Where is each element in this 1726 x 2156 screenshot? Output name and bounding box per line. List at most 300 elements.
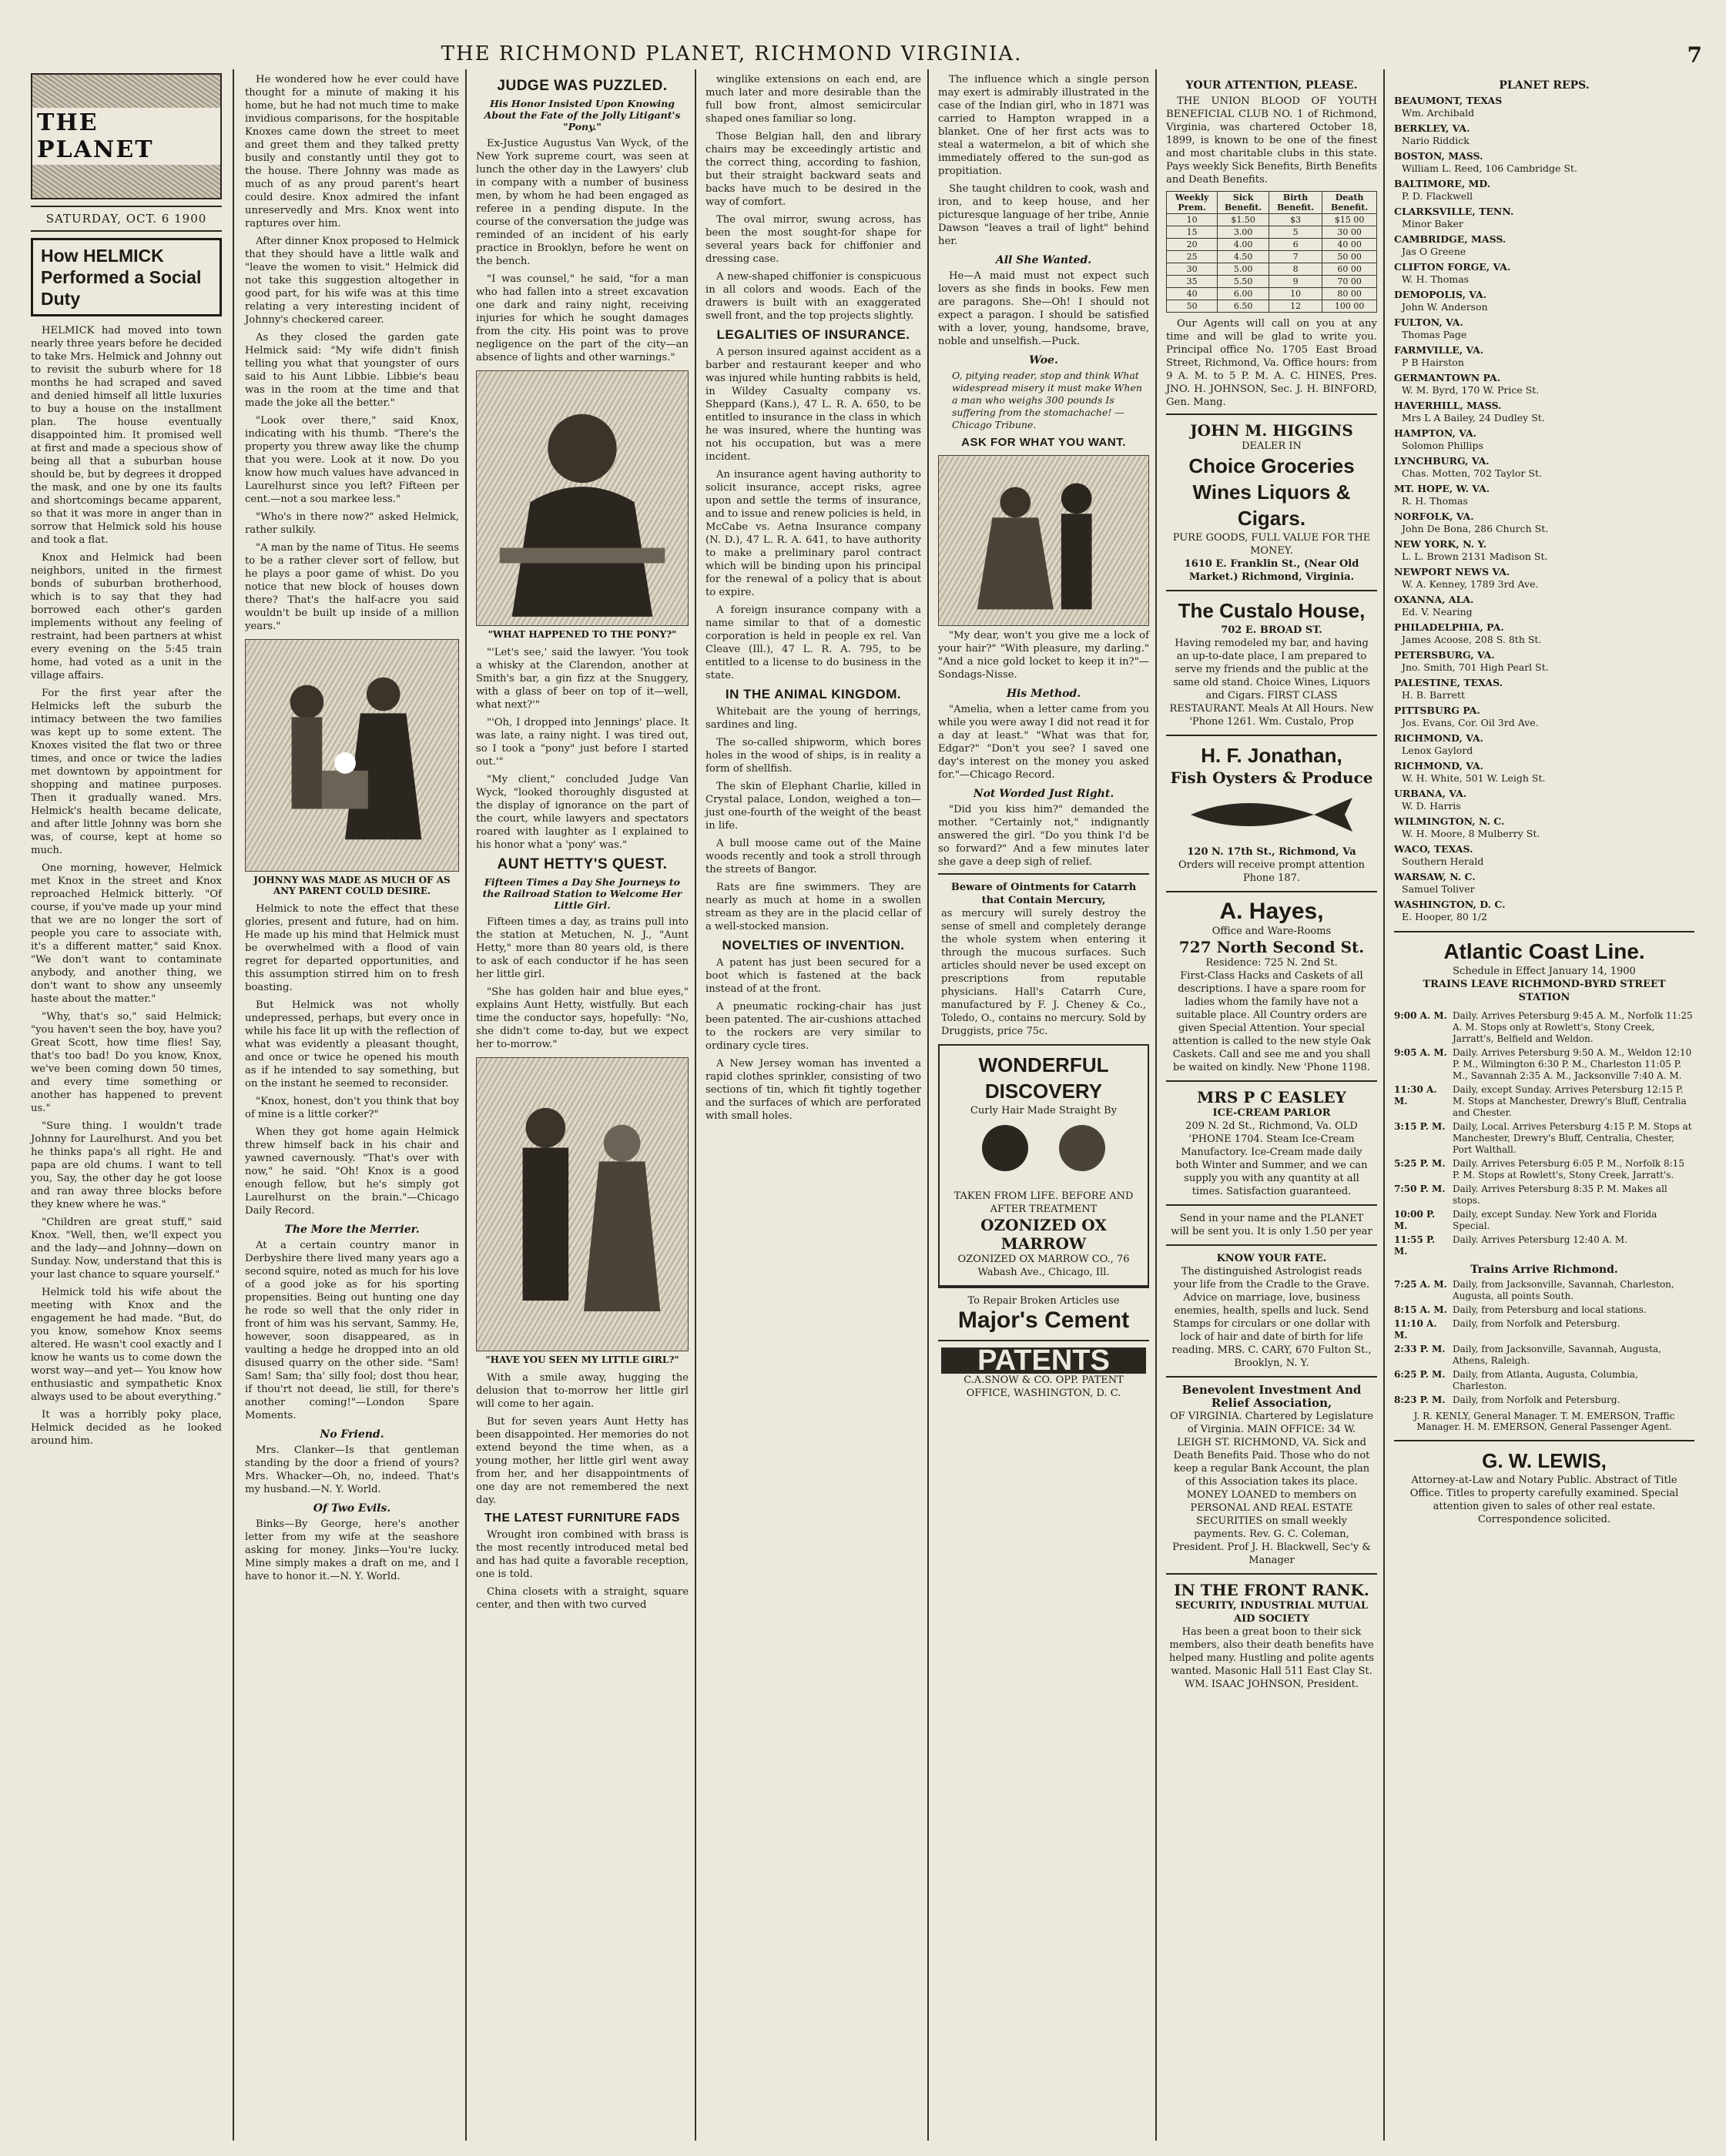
schedule-description: Daily, from Norfolk and Petersburg. [1453, 1318, 1620, 1329]
story-paragraph: "Did you kiss him?" demanded the mother. "Certainly not," indignantly answered the girl. "Do you think I'd be so forward?" And a few minutes later she gave a deep sigh of relief. [938, 804, 1149, 868]
schedule-row [1394, 1084, 1694, 1119]
ad-heading: Beware of Ointments for Catarrh that Contain Mercury, [950, 882, 1137, 906]
ad-footer: C.A.SNOW & CO. OPP. PATENT OFFICE, WASHINGTON, D. C. [964, 1374, 1124, 1399]
agent-name: Mrs L A Bailey, 24 Dudley St. [1402, 412, 1545, 424]
ad-address: 727 North Second St. [1178, 938, 1365, 956]
schedule-row [1394, 1234, 1694, 1257]
schedule-description: Daily, from Jacksonville, Savannah, Charleston, Augusta, all points South. [1453, 1279, 1674, 1301]
table-cell: 5.50 [1218, 276, 1269, 288]
table-cell: 35 [1167, 276, 1218, 288]
schedule-row [1394, 1047, 1694, 1082]
ad-title: WONDERFUL DISCOVERY [978, 1053, 1109, 1103]
schedule-heading: TRAINS LEAVE RICHMOND-BYRD STREET STATION [1423, 979, 1666, 1003]
agent-name: W. D. Harris [1402, 800, 1461, 812]
fish-icon [1175, 792, 1368, 838]
table-cell: 6.00 [1218, 288, 1269, 300]
table-cell: 60 00 [1322, 263, 1377, 276]
judge-portrait-image [477, 371, 688, 625]
agent-name: William L. Reed, 106 Cambridge St. [1402, 162, 1577, 174]
ad-address: 702 E. BROAD ST. [1221, 624, 1322, 636]
schedule-row [1394, 1394, 1694, 1406]
table-cell: 70 00 [1322, 276, 1377, 288]
schedule-time: 5:25 P. M. [1394, 1158, 1446, 1169]
majors-cement-ad [938, 1287, 1149, 1340]
story-paragraph: But Helmick was not wholly undepressed, perhaps, but every once in while his face lit up with the reflection of what was evidently a pleasant thought, and once or twice he opened his mouth as if he intended to say something, but on the instant he seemed to reconsider. [245, 999, 459, 1090]
planet-logo [31, 73, 222, 199]
story-paragraph: "Knox, honest, don't you think that boy of mine is a little corker?" [245, 1096, 459, 1120]
agent-city: PALESTINE, TEXAS. [1394, 677, 1503, 688]
ad-title: G. W. LEWIS, [1482, 1449, 1607, 1472]
ad-subtitle: SECURITY, INDUSTRIAL MUTUAL AID SOCIETY [1175, 1600, 1369, 1625]
agent-name: L. L. Brown 2131 Madison St. [1402, 551, 1548, 562]
schedule-time: 11:10 A. M. [1394, 1318, 1437, 1341]
agents-list [1394, 95, 1694, 923]
schedule-row [1394, 1369, 1694, 1392]
masthead [23, 42, 1702, 73]
ad-body: 209 N. 2d St., Richmond, Va. OLD 'PHONE 1704. Steam Ice-Cream Manufactory. Ice-Cream made daily both Winter and Summer, and we can supply you with any quantity at all times. Satisfaction guaranteed. [1175, 1120, 1368, 1197]
front-rank-ad [1166, 1573, 1377, 1697]
schedule-time: 6:25 P. M. [1394, 1369, 1446, 1380]
schedule-row [1394, 1279, 1694, 1302]
table-header: Birth Benefit. [1269, 192, 1322, 214]
table-row [1167, 288, 1377, 300]
story-paragraph: Wrought iron combined with brass is the most recently introduced metal bed and has had quite a favorable reception, one is told. [476, 1529, 689, 1580]
schedule-row [1394, 1304, 1694, 1316]
ad-title: IN THE FRONT RANK. [1174, 1581, 1369, 1599]
schedule-time: 7:25 A. M. [1394, 1279, 1447, 1290]
article-title: All She Wanted. [995, 254, 1092, 266]
atlantic-coast-line-schedule [1394, 931, 1694, 1010]
table-cell: $1.50 [1218, 214, 1269, 226]
ox-marrow-ad [938, 1044, 1149, 1287]
table-cell: 30 [1167, 263, 1218, 276]
illustration-caption: JOHNNY WAS MADE AS MUCH OF AS ANY PARENT COULD DESIRE. [253, 875, 451, 896]
page-number: 7 [1687, 42, 1702, 68]
schedule-row [1394, 1209, 1694, 1232]
ad-footer: OZONIZED OX MARROW CO., 76 Wabash Ave., Chicago, Ill. [957, 1254, 1130, 1278]
train-station-image [477, 1058, 688, 1351]
table-row [1167, 239, 1377, 251]
story-paragraph: "My client," concluded Judge Van Wyck, "looked thoroughly disgusted at the display of ignorance on the part of the court, while lawyers and spectators roared with laughter as I explained to his honor what a 'pony' was." [476, 774, 689, 851]
schedule-description: Daily, from Petersburg and local stations. [1453, 1304, 1647, 1315]
agent-name: John De Bona, 286 Church St. [1402, 523, 1549, 534]
agent-city: URBANA, VA. [1394, 788, 1467, 799]
ad-body: The distinguished Astrologist reads your life from the Cradle to the Grave. Advice on marriage, love, business enemies, health, spells and luck. Send Stamps for circulars or one dollar with lock of hair and date of birth for life reading. MRS. C. CARY, 670 Fulton St., Brooklyn, N. Y. [1171, 1266, 1372, 1369]
notice-title: YOUR ATTENTION, PLEASE. [1185, 79, 1358, 92]
dateline: SATURDAY, OCT. 6 1900 [31, 206, 222, 232]
table-cell: 40 [1167, 288, 1218, 300]
agent-city: CLARKSVILLE, TENN. [1394, 206, 1514, 217]
story-paragraph: Knox and Helmick had been neighbors, united in the firmest bonds of suburban brotherhood, which is to say that they had borrowed each other's garden implements without any feeling of restraint, had been partners at whist every evening on the 5:45 train home, had voted as a unit in the village affairs. [31, 552, 222, 681]
table-cell: 30 00 [1322, 226, 1377, 239]
article-title: Of Two Evils. [313, 1502, 391, 1515]
story-paragraph: Mrs. Clanker—Is that gentleman standing by the door a friend of yours? Mrs. Whacker—Oh, no, indeed. That's my husband.—N. Y. World. [245, 1445, 459, 1495]
table-header: Death Benefit. [1322, 192, 1377, 214]
agent-name: Lenox Gaylord [1402, 745, 1473, 756]
agent-city: BEAUMONT, TEXAS [1394, 95, 1503, 106]
schedule-time: 11:30 A. M. [1394, 1084, 1437, 1106]
ad-title: JOHN M. HIGGINS [1190, 421, 1353, 440]
table-cell: 6 [1269, 239, 1322, 251]
schedule-description: Daily, from Jacksonville, Savannah, Augusta, Athens, Raleigh. [1453, 1344, 1661, 1366]
agent-name: W. A. Kenney, 1789 3rd Ave. [1402, 578, 1539, 590]
agent-name: H. B. Barrett [1402, 689, 1466, 701]
patents-ad [938, 1340, 1149, 1406]
story-paragraph: "A man by the name of Titus. He seems to be a rather clever sort of fellow, but he plays a poor game of whist. Do you notice that new block of houses down there? That's the half-acre you said wouldn't be built up inside of a million years." [245, 542, 459, 632]
agent-name: W. H. Moore, 8 Mulberry St. [1402, 828, 1540, 839]
story-paragraph: A person insured against accident as a barber and restaurant keeper and who was injured while hunting rabbits is held, in Wildey Casualty company vs. Sheppard (Kans.), 47 L. R. A. 650, to be entitled to insurance in the class in which he was insured, where the hunting was not his occupation, but was a mere incident. [705, 346, 921, 463]
table-cell: 80 00 [1322, 288, 1377, 300]
story-paragraph: China closets with a straight, square center, and then with two curved [476, 1586, 689, 1611]
agent-name: Ed. V. Nearing [1402, 606, 1473, 618]
schedule-time: 9:05 A. M. [1394, 1047, 1447, 1058]
schedule-row [1394, 1183, 1694, 1207]
schedule-row [1394, 1121, 1694, 1156]
table-cell: 40 00 [1322, 239, 1377, 251]
hayes-ad [1166, 891, 1377, 1080]
aunt-hetty-illustration [476, 1057, 689, 1351]
story-paragraph: Those Belgian hall, den and library chairs may be exceedingly artistic and the correct thing, according to fashion, but their straight backward seats and backs have much to be desired in the way of comfort. [705, 131, 921, 208]
story-paragraph: Helmick to note the effect that these glories, present and future, had on him. He made up his mind that Helmick must be overwhelmed with a flood of vain regret for departed opportunities, and this assumption stirred him on to fresh boasting. [245, 903, 459, 993]
higgins-ad [1166, 413, 1377, 590]
agent-city: WASHINGTON, D. C. [1394, 899, 1506, 910]
agent-city: FARMVILLE, VA. [1394, 344, 1484, 356]
agent-city: CAMBRIDGE, MASS. [1394, 233, 1506, 245]
schedule-description: Daily, except Sunday. New York and Florida Special. [1453, 1209, 1657, 1231]
schedule-description: Daily, Local. Arrives Petersburg 4:15 P. M. Stops at Manchester, Drewry's Bluff, Centralia, Chester, Port Walthall. [1453, 1121, 1692, 1155]
schedule-time: 8:15 A. M. [1394, 1304, 1447, 1315]
table-row [1167, 276, 1377, 288]
ad-footer: Orders will receive prompt attention Phone 187. [1178, 859, 1366, 884]
ad-title: Benevolent Investment And Relief Association, [1181, 1383, 1362, 1410]
story-paragraph: "My dear, won't you give me a lock of your hair?" "With pleasure, my darling." "And a nice gold locket to keep it in?"—Sondags-Nisse. [938, 630, 1149, 681]
schedule-row [1394, 1158, 1694, 1181]
table-cell: 3.00 [1218, 226, 1269, 239]
article-title: AUNT HETTY'S QUEST. [497, 856, 668, 872]
illustration-caption: "HAVE YOU SEEN MY LITTLE GIRL?" [485, 1354, 679, 1365]
table-row [1167, 214, 1377, 226]
illustration-caption: "WHAT HAPPENED TO THE PONY?" [488, 629, 677, 640]
agent-city: CLIFTON FORGE, VA. [1394, 261, 1511, 273]
couple-illustration [938, 455, 1149, 626]
table-row [1167, 263, 1377, 276]
ad-goods: Fish Oysters & Produce [1170, 768, 1373, 787]
story-paragraph: HELMICK had moved into town nearly three years before he decided to take Mrs. Helmick and Johnny out to revisit the suburb where for 18 months he had scraped and saved and denied himself all little luxuries to buy a house on the installment plan. The house eventually disappointed him. It promised well at first and made a specious show of being all that a suburban house should be, but by degrees it dropped the mask, and one by one its faults and shortcomings became apparent, so that it was more in anger than in sorrow that Helmick sold his house and took a flat. [31, 325, 222, 546]
agent-name: P. D. Flackwell [1402, 190, 1473, 202]
story-paragraph: With a smile away, hugging the delusion that to-morrow her little girl will come to her again. [476, 1372, 689, 1410]
table-cell: 12 [1269, 300, 1322, 313]
ad-title: A. Hayes, [1219, 899, 1324, 924]
masthead-title: THE RICHMOND PLANET, RICHMOND VIRGINIA. [441, 42, 1023, 65]
column-3 [468, 73, 696, 2137]
article-title: IN THE ANIMAL KINGDOM. [725, 687, 902, 701]
table-cell: 4.50 [1218, 251, 1269, 263]
table-cell: $15 00 [1322, 214, 1377, 226]
ad-body: as mercury will surely destroy the sense of smell and completely derange the whole system when entering it through the mucous surfaces. Such articles should never be used except on prescriptions from reputable physicians. Hall's Catarrh Cure, manufactured by F. J. Cheney & Co., Toledo, O., contains no mercury. Sold by Druggists, price 75c. [941, 908, 1146, 1037]
benevolent-ad [1166, 1376, 1377, 1573]
story-paragraph: "Sure thing. I wouldn't trade Johnny for Laurelhurst. And you bet he thinks papa's all right. He and papa are old chums. I want to tell you, Say, the other day he got loose and ran away three blocks before they knew where he was." [31, 1120, 222, 1210]
poem: O, pitying reader, stop and think What widespread misery it must make When a man who weighs 300 pounds Is suffering from the stomachache! —Chicago Tribune. [952, 370, 1142, 430]
schedule-description: Daily. Arrives Petersburg 12:40 A. M. [1453, 1234, 1627, 1245]
ad-body: Having remodeled my bar, and having an up-to-date place, I am prepared to serve my friends and the public at the same old stand. Choice Wines, Liquors and Cigars. FIRST CLASS RESTAURANT. Meals At All Hours. New 'Phone 1261. Wm. Custalo, Prop [1169, 638, 1374, 728]
agent-city: WACO, TEXAS. [1394, 843, 1473, 855]
table-row [1167, 300, 1377, 313]
schedule-time: 3:15 P. M. [1394, 1121, 1446, 1132]
agent-city: NEW YORK, N. Y. [1394, 538, 1487, 550]
agent-city: RICHMOND, VA. [1394, 732, 1484, 744]
agent-city: BALTIMORE, MD. [1394, 178, 1491, 189]
schedule-time: 10:00 P. M. [1394, 1209, 1436, 1231]
agent-city: MT. HOPE, W. VA. [1394, 483, 1490, 494]
article-title: THE LATEST FURNITURE FADS [484, 1512, 680, 1525]
ad-body: Attorney-at-Law and Notary Public. Abstract of Title Office. Titles to property carefully examined. Special attention given to sales of other real estate. Correspondence solicited. [1409, 1475, 1679, 1525]
schedule-description: Daily. Arrives Petersburg 6:05 P. M., Norfolk 8:15 P. M. Stops at Rowlett's, Stony Creek, Jarratt's. [1453, 1158, 1684, 1180]
table-cell: 10 [1269, 288, 1322, 300]
judge-illustration [476, 370, 689, 626]
article-title: ASK FOR WHAT YOU WANT. [961, 436, 1126, 449]
agent-name: Jno. Smith, 701 High Pearl St. [1402, 661, 1549, 673]
agent-city: NORFOLK, VA. [1394, 511, 1474, 522]
astrologist-ad [1166, 1244, 1377, 1376]
column-1 [23, 73, 230, 2137]
table-row [1167, 226, 1377, 239]
agent-name: R. H. Thomas [1402, 495, 1468, 507]
ad-title: Atlantic Coast Line. [1443, 939, 1645, 963]
benefit-table [1166, 191, 1377, 313]
story-paragraph: "Children are great stuff," said Knox. "Well, then, we'll expect you and the lady—and Johnny—down on Sunday. Now, understand that this is your last chance to square yourself." [31, 1217, 222, 1281]
table-cell: 6.50 [1218, 300, 1269, 313]
ad-residence: Residence: 725 N. 2nd St. [1205, 957, 1338, 969]
johnny-illustration [245, 639, 459, 872]
story-paragraph: A new-shaped chiffonier is conspicuous in all colors and woods. Each of the drawers is built with an exaggerated swell front, and the top projects slightly. [705, 271, 921, 322]
article-title: JUDGE WAS PUZZLED. [497, 78, 668, 94]
article-title: Woe. [1029, 354, 1058, 367]
agent-name: W. M. Byrd, 170 W. Price St. [1402, 384, 1540, 396]
agent-city: NEWPORT NEWS VA. [1394, 566, 1510, 578]
story-paragraph: An insurance agent having authority to solicit insurance, accept risks, agree upon and settle the terms of insurance, and to issue and renew policies is held, in McCabe vs. Aetna Insurance company (N. D.), 47 L. R. A. 641, to have authority to make a preliminary parol contract which will be binding upon his principal for the renewal of a policy that is about to expire. [705, 469, 921, 598]
arrival-schedule [1394, 1279, 1694, 1406]
agent-city: PHILADELPHIA, PA. [1394, 621, 1504, 633]
story-paragraph: Whitebait are the young of herrings, sardines and ling. [705, 706, 921, 731]
column-7 [1386, 73, 1702, 2137]
story-paragraph: At a certain country manor in Derbyshire there lived many years ago a second squire, noted as much for his love of a good joke as for his sporting propensities. Being out hunting one day he rode so well that the only rider in front of him was his servant, Sammy. He, however, soon disappeared, as in vaulting a hedge he dropped into an old disused quarry on the other side. "Sam! Sam! Sam; tha' silly fool; dost thou hear, if thou'rt not deead, lie still, for there's another coming!"—London Spare Moments. [245, 1240, 459, 1421]
schedule-time: 7:50 P. M. [1394, 1183, 1446, 1194]
story-headline: How HELMICK Performed a Social Duty [31, 238, 222, 316]
agents-list-title: PLANET REPS. [1499, 79, 1590, 92]
agent-city: HAVERHILL, MASS. [1394, 400, 1502, 411]
story-paragraph: The skin of Elephant Charlie, killed in Crystal palace, London, weighed a ton—just one-fourth of the weight of the beast in life. [705, 781, 921, 832]
schedule-time: 9:00 A. M. [1394, 1010, 1447, 1021]
agent-name: W. H. Thomas [1402, 273, 1470, 285]
family-scene-image [246, 640, 458, 871]
schedule-row [1394, 1318, 1694, 1341]
agent-name: E. Hooper, 80 1/2 [1402, 911, 1487, 922]
agent-city: PETERSBURG, VA. [1394, 649, 1495, 661]
ad-address: 1610 E. Franklin St., (Near Old Market.) Richmond, Virginia. [1184, 558, 1359, 583]
ad-title: H. F. Jonathan, [1201, 744, 1342, 767]
agent-name: Jos. Evans, Cor. Oil 3rd Ave. [1402, 717, 1539, 728]
story-paragraph: Binks—By George, here's another letter from my wife at the seashore asking for money. Jinks—You're lucky. Mine simply makes a draft on me, and I have to honor it.—N. Y. World. [245, 1518, 459, 1582]
article-title: No Friend. [320, 1428, 384, 1441]
column-4 [698, 73, 929, 2137]
table-cell: 25 [1167, 251, 1218, 263]
table-cell: 100 00 [1322, 300, 1377, 313]
easley-ad [1166, 1080, 1377, 1204]
table-cell: 15 [1167, 226, 1218, 239]
story-paragraph: He—A maid must not expect such lovers as she finds in books. Few men are paragons. She—Oh! I should not expect a paragon. I should be satisfied with a lover, young, handsome, brave, noble and unselfish.—Puck. [938, 270, 1149, 347]
lewis-ad [1394, 1440, 1694, 1532]
story-paragraph: winglike extensions on each end, are much later and more desirable than the full bow front, almost semicircular shaped ones familiar so long. [705, 74, 921, 125]
table-cell: 8 [1269, 263, 1322, 276]
table-cell: 7 [1269, 251, 1322, 263]
ad-subtitle: ICE-CREAM PARLOR [1212, 1107, 1331, 1119]
agent-name: Jas O Greene [1402, 246, 1466, 257]
column-5 [930, 73, 1157, 2137]
ad-body: Has been a great boon to their sick members, also their death benefits have helped many. Hustling and polite agents wanted. Masonic Hall 511 East Clay St. WM. ISAAC JOHNSON, President. [1169, 1626, 1374, 1690]
story-paragraph: The oval mirror, swung across, has been the most sought-for shape for several years back for chiffonier and dressing case. [705, 214, 921, 265]
ad-body: OF VIRGINIA. Chartered by Legislature of Virginia. MAIN OFFICE: 34 W. LEIGH ST. RICHMOND, VA. Sick and Death Benefits Paid. Those who do not keep a regular Bank Account, the plan of this Association takes its place. MONEY LOANED to members on PERSONAL AND REAL ESTATE SECURITIES on small weekly payments. Rev. G. C. Coleman, President. Prof J. H. Blackwell, Sec'y & Manager [1169, 1411, 1374, 1566]
article-title: His Method. [1006, 688, 1081, 700]
agent-city: BERKLEY, VA. [1394, 122, 1470, 134]
ad-goods: Choice Groceries Wines Liquors & Cigars. [1188, 454, 1355, 530]
story-paragraph: A New Jersey woman has invented a rapid clothes sprinkler, consisting of two sections of tin, which fit tightly together and the surfaces of which are perforated with small holes. [705, 1058, 921, 1122]
story-paragraph: "'Let's see,' said the lawyer. 'You took a whisky at the Clarendon, another at Smith's bar, a gin fizz at the Snuggery, with a glass of beer on top of it—well, what next?'" [476, 647, 689, 711]
table-cell: $3 [1269, 214, 1322, 226]
ad-address: 120 N. 17th St., Richmond, Va [1187, 846, 1356, 858]
ad-title: PATENTS [941, 1348, 1146, 1374]
agent-city: RICHMOND, VA. [1394, 760, 1484, 772]
schedule-description: Daily, from Atlanta, Augusta, Columbia, Charleston. [1453, 1369, 1638, 1391]
agent-name: Samuel Toliver [1402, 883, 1475, 895]
ad-subtitle: Schedule in Effect January 14, 1900 [1453, 966, 1636, 977]
jonathan-ad [1166, 735, 1377, 891]
schedule-time: 8:23 P. M. [1394, 1394, 1446, 1405]
agent-name: W. H. White, 501 W. Leigh St. [1402, 772, 1546, 784]
agent-name: Thomas Page [1402, 329, 1467, 340]
table-cell: 50 [1167, 300, 1218, 313]
story-paragraph: When they got home again Helmick threw himself back in his chair and yawned cavernously. "That's over with now," he said. "Oh! Knox is a good enough fellow, but he's simply got Laurelhurst on the brain."—Chicago Daily Record. [245, 1127, 459, 1217]
agent-name: Solomon Phillips [1402, 440, 1483, 451]
agent-name: Minor Baker [1402, 218, 1463, 229]
story-paragraph: A patent has just been secured for a boot which is fastened at the back instead of at the front. [705, 957, 921, 995]
story-paragraph: After dinner Knox proposed to Helmick that they should have a little walk and "leave the women to visit." Helmick did not take this suggestion altogether in good part, for his wife was at this time relating a very interesting incident of Johnny's checkered career. [245, 236, 459, 326]
table-cell: 9 [1269, 276, 1322, 288]
railroad-officers: J. R. KENLY, General Manager. T. M. EMERSON, Traffic Manager. H. M. EMERSON, General Passenger Agent. [1413, 1411, 1675, 1432]
story-paragraph: As they closed the garden gate Helmick said: "My wife didn't finish telling you what that youngster of ours said to his Aunt Libbie. Libbie's beau was in the room at the time and that made the joke all the better." [245, 332, 459, 409]
agent-name: John W. Anderson [1402, 301, 1488, 313]
ad-caption: TAKEN FROM LIFE. BEFORE AND AFTER TREATMENT [953, 1190, 1134, 1215]
schedule-description: Daily. Arrives Petersburg 9:50 A. M., Weldon 12:10 P. M., Wilmington 6:30 P. M., Charleston 11:05 P. M., Savannah 2:35 A. M., Jacksonville 7:40 A. M. [1453, 1047, 1692, 1081]
ad-subtitle: Curly Hair Made Straight By [970, 1105, 1118, 1116]
ad-body: First-Class Hacks and Caskets of all descriptions. I have a spare room for ladies whom the family have not a suitable place. All Country orders are given Special Attention. Your special attention is called to the new style Oak Caskets. Call and see me and you shall be waited on kindly. New 'Phone 1198. [1172, 970, 1371, 1073]
ad-subtitle: To Repair Broken Articles use [967, 1295, 1120, 1307]
story-paragraph: She taught children to cook, wash and iron, and to keep house, and her picturesque language of her tribe, Annie Dawson "leaves a trail of light" behind her. [938, 183, 1149, 247]
story-paragraph: He wondered how he ever could have thought for a minute of making it his home, but he had not much time to make invidious comparisons, for the hospitable Knoxes came down the street to meet and greet them and they talked pretty busily and constantly until they got to the house. There Johnny was made as much of as any proud parent's heart could desire. Knox admired the infant unreservedly and Mrs. Knox went into raptures over him. [245, 74, 459, 229]
story-paragraph: For the first year after the Helmicks left the suburb the intimacy between the two families was kept up to some extent. The Knoxes visited the flat two or three times, and once or twice the ladies met downtown by appointment for shopping and matinee purposes. Then it gradually waned. Mrs. Helmick's health became delicate, and after little Johnny was born she was, of course, kept at home so much. [31, 688, 222, 856]
agent-name: P B Hairston [1402, 357, 1464, 368]
agent-name: Wm. Archibald [1402, 107, 1475, 119]
ad-title: MRS P C EASLEY [1197, 1088, 1346, 1106]
agent-city: PITTSBURG PA. [1394, 705, 1480, 716]
story-paragraph: "Amelia, when a letter came from you while you were away I did not read it for a day at least." "What was that for, Edgar?" "Don't you see? I saved one day's interest on the money you asked for."—Chicago Record. [938, 704, 1149, 781]
column-6 [1158, 73, 1385, 2137]
agent-city: BOSTON, MASS. [1394, 150, 1483, 162]
story-paragraph: The so-called shipworm, which bores holes in the wood of ships, is in reality a form of shellfish. [705, 737, 921, 775]
schedule-time: 11:55 P. M. [1394, 1234, 1436, 1257]
schedule-time: 2:33 P. M. [1394, 1344, 1446, 1354]
story-paragraph: "Who's in there now?" asked Helmick, rather sulkily. [245, 511, 459, 536]
article-subtitle: Fifteen Times a Day She Journeys to the Railroad Station to Welcome Her Little Girl. [482, 876, 682, 911]
table-cell: 50 00 [1322, 251, 1377, 263]
notice-body: THE UNION BLOOD OF YOUTH BENEFICIAL CLUB NO. 1 of Richmond, Virginia, was chartered October 18, 1899, is known to be one of the finest and most charitable clubs in this state. Pays weekly Sick Benefits, Birth Benefits and Death Benefits. [1166, 95, 1378, 186]
table-cell: 5 [1269, 226, 1322, 239]
story-paragraph: It was a horribly poky place, Helmick decided as he looked around him. [31, 1409, 222, 1447]
article-title: LEGALITIES OF INSURANCE. [716, 327, 910, 342]
agent-name: Chas. Motten, 702 Taylor St. [1402, 467, 1542, 479]
table-row [1167, 251, 1377, 263]
story-paragraph: "'Oh, I dropped into Jennings' place. It was late, a rainy night. I was tired out, so I took a "pony" just before I started out.'" [476, 717, 689, 768]
logo-text: THE PLANET [32, 108, 220, 165]
article-title: The More the Merrier. [284, 1224, 420, 1236]
story-paragraph: "Look over there," said Knox, indicating with his thumb. "There's the property you threw away like the chump that you were. Look at it now. Do you know how much values have advanced in Laurelhurst since you left? Fifteen per cent.—not a sou markee less." [245, 415, 459, 505]
table-cell: 10 [1167, 214, 1218, 226]
agent-name: Southern Herald [1402, 855, 1484, 867]
schedule-row [1394, 1344, 1694, 1367]
story-paragraph: Ex-Justice Augustus Van Wyck, of the New York supreme court, was seen at lunch the other day in the Lawyers' club in company with a number of business men, by whom he had been engaged as referee in a pending dispute. In the course of the conversation the judge was reminded of an incident of his early practice in Brooklyn, before he went on the bench. [476, 138, 689, 267]
story-paragraph: Helmick told his wife about the meeting with Knox and the engagement he had made. "But, do you know, somehow Knox seems altered. He wasn't cool exactly and I know he wants us to come down the worst way—and yet— You know how enthusiastic and sympathetic Knox always used to be about everything." [31, 1287, 222, 1403]
ad-subtitle: DEALER IN [1242, 440, 1302, 452]
notice-footer: Our Agents will call on you at any time and will be glad to write you. Principal office No. 1705 East Broad Street, Richmond, Va. Office hours: from 9 A. M. to 5 P. M. A. C. HINES, Pres. JNO. H. JOHNSON, Sec. J. H. BINFORD, Gen. Mang. [1166, 318, 1377, 408]
table-header: Sick Benefit. [1218, 192, 1269, 214]
ad-tagline: PURE GOODS, FULL VALUE FOR THE MONEY. [1172, 532, 1371, 557]
story-paragraph: The influence which a single person may exert is admirably illustrated in the case of the Indian girl, who in 1871 was carried to Hampton wrapped in a blanket. One of her first acts was to steal a watermelon, a bit of which she immediately offered to the sun-god as propitiation. [938, 74, 1149, 177]
table-cell: 20 [1167, 239, 1218, 251]
story-paragraph: A bull moose came out of the Maine woods recently and took a stroll through the streets of Bangor. [705, 838, 921, 875]
schedule-description: Daily, except Sunday. Arrives Petersburg 12:15 P. M. Stops at Manchester, Drewry's Bluff, Centralia and Chester. [1453, 1084, 1687, 1118]
story-paragraph: One morning, however, Helmick met Knox in the street and Knox reproached Helmick bitterly. "Of course, if you've made up your mind that we are no longer the sort of people you care to associate with, it's a different matter," said Knox. "We don't want to contaminate anybody, and another thing, we don't want to show any unseemly haste about the matter." [31, 862, 222, 1005]
courting-couple-image [939, 456, 1148, 625]
story-paragraph: Rats are fine swimmers. They are nearly as much at home in a swollen stream as they are in the placid cellar of a well-stocked mansion. [705, 882, 921, 932]
agent-city: OXANNA, ALA. [1394, 594, 1474, 605]
table-cell: 4.00 [1218, 239, 1269, 251]
ad-product: OZONIZED OX MARROW [980, 1216, 1107, 1253]
agent-name: Nario Riddick [1402, 135, 1470, 146]
schedule-description: Daily, from Norfolk and Petersburg. [1453, 1394, 1620, 1405]
column-2 [237, 73, 467, 2137]
ad-title: KNOW YOUR FATE. [1216, 1253, 1327, 1264]
before-after-portraits [951, 1117, 1136, 1187]
story-paragraph: "I was counsel," he said, "for a man who had fallen into a street excavation one dark and rainy night, receiving injuries for which he sought damages from the city. His point was to prove negligence on the part of the city—an absence of lights and other warnings." [476, 273, 689, 363]
article-subtitle: His Honor Insisted Upon Knowing About the Fate of the Jolly Litigant's "Pony." [484, 98, 681, 132]
story-paragraph: "Why, that's so," said Helmick; "you haven't seen the boy, have you? Great Scott, how time flies! Say, that's too bad! Do you know, Knox, we've been coming down 50 times, and every time something or another has happened to prevent us." [31, 1011, 222, 1114]
column-rule [233, 69, 234, 2141]
schedule-description: Daily. Arrives Petersburg 9:45 A. M., Norfolk 11:25 A. M. Stops only at Rowlett's, Stony Creek, Jarratt's, Belfield and Weldon. [1453, 1010, 1693, 1044]
agent-city: WILMINGTON, N. C. [1394, 815, 1505, 827]
agent-city: WARSAW, N. C. [1394, 871, 1476, 882]
agent-city: HAMPTON, VA. [1394, 427, 1477, 439]
table-header: Weekly Prem. [1167, 192, 1218, 214]
ad-subtitle: Office and Ware-Rooms [1212, 926, 1332, 937]
agent-name: James Acoose, 208 S. 8th St. [1402, 634, 1542, 645]
story-paragraph: Fifteen times a day, as trains pull into the station at Metuchen, N. J., "Aunt Hetty," more than 80 years old, is there to ask of each conductor if he has seen her little girl. [476, 916, 689, 980]
custalo-ad [1166, 590, 1377, 735]
ad-title: The Custalo House, [1178, 599, 1366, 622]
ad-title: Major's Cement [957, 1307, 1130, 1333]
ad-body: Send in your name and the PLANET will be sent you. It is only 1.50 per year [1171, 1213, 1372, 1237]
article-title: NOVELTIES OF INVENTION. [722, 938, 905, 952]
schedule-row [1394, 1010, 1694, 1045]
planet-subscription-note [1166, 1204, 1377, 1244]
